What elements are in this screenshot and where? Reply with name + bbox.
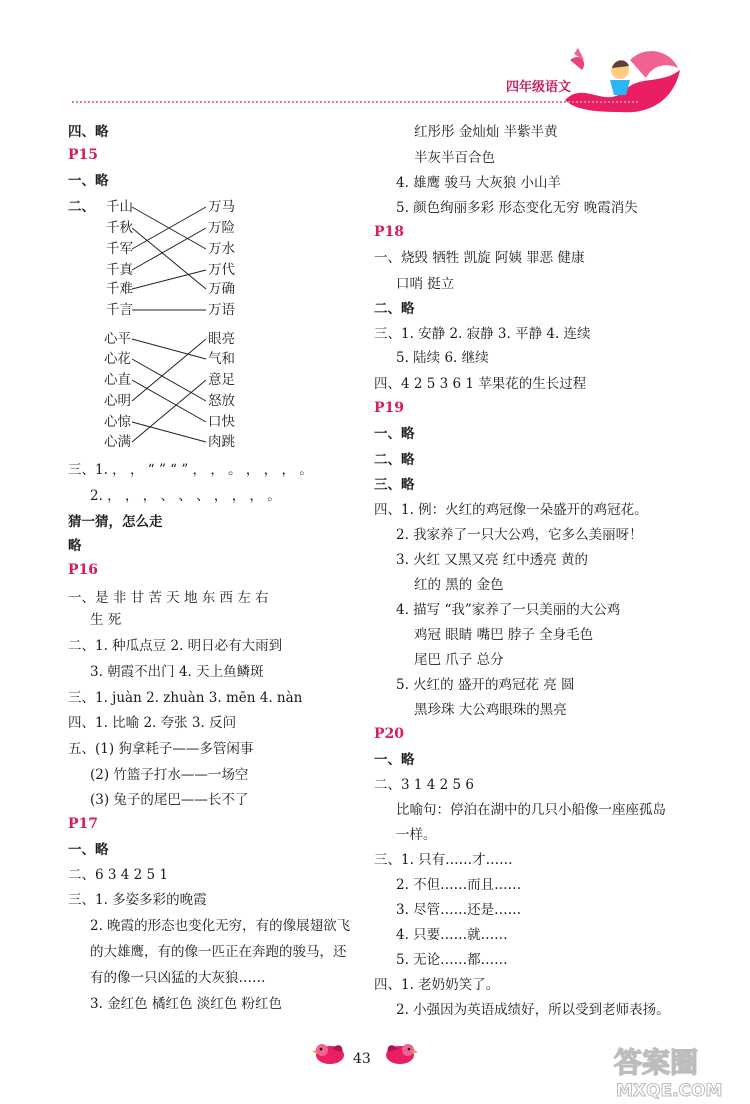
header-wave-logo xyxy=(560,40,690,120)
right-word: 肉跳 xyxy=(208,434,235,450)
r-line4: 5. 颜色绚丽多彩 形态变化无穷 晚霞消失 xyxy=(396,200,638,216)
p20-q2b: 比喻句：停泊在湖中的几只小船像一座座孤岛 xyxy=(396,802,666,818)
r-line3: 4. 雄鹰 骏马 大灰狼 小山羊 xyxy=(396,175,562,191)
page-ref-p15: P15 xyxy=(68,147,99,163)
wan-word: 万水 xyxy=(208,241,235,257)
p16-q2b: 3. 朝霞不出门 4. 天上鱼鳞斑 xyxy=(90,664,264,680)
bird-left-icon xyxy=(312,1040,348,1066)
p20-q3d: 4. 只要……就…… xyxy=(396,927,508,943)
xin-word: 心直 xyxy=(104,372,131,388)
p17-q3d: 有的像一只凶猛的大灰狼…… xyxy=(90,970,266,986)
p16-q5a: 五、(1) 狗拿耗子——多管闲事 xyxy=(68,741,254,757)
p19-q4e: 4. 描写 “我”家养了一只美丽的大公鸡 xyxy=(396,602,621,618)
sec4-line: 四、略 xyxy=(68,124,109,140)
p20-q3b: 2. 不但……而且…… xyxy=(396,877,522,893)
qian-word: 千山 xyxy=(106,199,133,215)
xin-word: 心明 xyxy=(104,393,131,409)
p20-q3c: 3. 尽管……还是…… xyxy=(396,902,522,918)
p19-q2: 二、略 xyxy=(374,452,415,468)
p16-q2a: 二、1. 种瓜点豆 2. 明日必有大雨到 xyxy=(68,638,283,654)
p19-q4a: 四、1. 例：火红的鸡冠像一朵盛开的鸡冠花。 xyxy=(374,502,648,518)
p18-q1b: 口哨 挺立 xyxy=(396,276,455,292)
watermark-line2: MXQE.COM xyxy=(616,1081,723,1101)
p15-q3a: 三、1. ， ， “ ” “ ” ， ， 。 ， ， ， 。 xyxy=(68,462,313,478)
p17-q2: 二、6 3 4 2 5 1 xyxy=(68,867,168,883)
p20-q3e: 5. 无论……都…… xyxy=(396,952,508,968)
p18-q4: 四、4 2 5 3 6 1 苹果花的生长过程 xyxy=(374,376,587,392)
p17-q3e: 3. 金红色 橘红色 淡红色 粉红色 xyxy=(90,996,283,1012)
watermark-line1: 答案圈 xyxy=(614,1046,699,1079)
r-line1: 红彤彤 金灿灿 半紫半黄 xyxy=(414,124,558,140)
p19-q4h: 5. 火红的 盛开的鸡冠花 亮 圆 xyxy=(396,677,575,693)
right-word: 意足 xyxy=(208,372,235,388)
page-ref-p18: P18 xyxy=(374,224,405,240)
guess-title: 猜一猜，怎么走 xyxy=(68,514,163,530)
right-word: 怒放 xyxy=(208,393,235,409)
p19-q4d: 红的 黑的 金色 xyxy=(414,577,504,593)
p16-q3: 三、1. juàn 2. zhuàn 3. mēn 4. nàn xyxy=(68,690,303,706)
p18-q3b: 5. 陆续 6. 继续 xyxy=(396,350,489,366)
page-ref-p17: P17 xyxy=(68,816,99,832)
p19-q4i: 黑珍珠 大公鸡眼珠的黑亮 xyxy=(414,702,567,718)
xin-word: 心惊 xyxy=(104,414,131,430)
wan-word: 万代 xyxy=(208,262,235,278)
p20-q4a: 四、1. 老奶奶笑了。 xyxy=(374,977,500,993)
p16-q5b: (2) 竹篮子打水——一场空 xyxy=(90,767,249,783)
p15-q3b: 2. ， ， ， 、 、 、 ， ， ， 。 xyxy=(90,488,281,504)
right-word: 口快 xyxy=(208,414,235,430)
qian-word: 千军 xyxy=(106,241,133,257)
xin-word: 心满 xyxy=(104,434,131,450)
wan-word: 万语 xyxy=(208,302,235,318)
page-number: 43 xyxy=(353,1051,371,1067)
p15-q1: 一、略 xyxy=(68,173,109,189)
p17-q1: 一、略 xyxy=(68,842,109,858)
p16-q5c: (3) 兔子的尾巴——长不了 xyxy=(90,792,249,808)
p20-q4b: 2. 小强因为英语成绩好，所以受到老师表扬。 xyxy=(396,1002,670,1018)
p18-q2: 二、略 xyxy=(374,301,415,317)
p20-q3a: 三、1. 只有……才…… xyxy=(374,852,513,868)
page-ref-p19: P19 xyxy=(374,400,405,416)
p19-q4g: 尾巴 爪子 总分 xyxy=(414,652,504,668)
qian-word: 千秋 xyxy=(106,220,133,236)
p18-q3a: 三、1. 安静 2. 寂静 3. 平静 4. 连续 xyxy=(374,326,591,342)
matching-lines xyxy=(92,195,282,455)
p20-q1: 一、略 xyxy=(374,752,415,768)
p16-q1a: 一、是 非 甘 苦 天 地 东 西 左 右 xyxy=(68,590,269,606)
wan-word: 万马 xyxy=(208,199,235,215)
p17-q3c: 的大雄鹰，有的像一匹正在奔跑的骏马，还 xyxy=(90,944,347,960)
p19-q4b: 2. 我家养了一只大公鸡，它多么美丽呀！ xyxy=(396,527,643,543)
p19-q4c: 3. 火红 又黑又亮 红中透亮 黄的 xyxy=(396,552,589,568)
p15-q2-label: 二、 xyxy=(68,199,95,215)
qian-word: 千言 xyxy=(106,302,133,318)
p20-q2: 二、3 1 4 2 5 6 xyxy=(374,777,474,793)
xin-word: 心平 xyxy=(104,331,131,347)
p19-q4f: 鸡冠 眼睛 嘴巴 脖子 全身毛色 xyxy=(414,627,594,643)
p18-q1a: 一、烧毁 牺牲 凯旋 阿姨 罪恶 健康 xyxy=(374,250,585,266)
r-line2: 半灰半百合色 xyxy=(414,150,495,166)
guess-answer: 略 xyxy=(68,538,82,554)
right-word: 眼亮 xyxy=(208,331,235,347)
p17-q3b: 2. 晚霞的形态也变化无穷，有的像展翅欲飞 xyxy=(90,918,351,934)
wan-word: 万确 xyxy=(208,281,235,297)
header-divider xyxy=(72,101,638,103)
wan-word: 万险 xyxy=(208,220,235,236)
p19-q1: 一、略 xyxy=(374,426,415,442)
page-ref-p16: P16 xyxy=(68,562,99,578)
qian-word: 千难 xyxy=(106,281,133,297)
qian-word: 千真 xyxy=(106,262,133,278)
page-ref-p20: P20 xyxy=(374,726,405,742)
xin-word: 心花 xyxy=(104,351,131,367)
p16-q1b: 生 死 xyxy=(90,612,122,628)
p16-q4: 四、1. 比喻 2. 夸张 3. 反问 xyxy=(68,715,237,731)
header-title: 四年级语文 xyxy=(506,80,572,95)
watermark-logo xyxy=(610,1040,745,1102)
bird-right-icon xyxy=(382,1040,418,1066)
p20-q2c: 一样。 xyxy=(396,827,437,843)
right-word: 气和 xyxy=(208,351,235,367)
p17-q3a: 三、1. 多姿多彩的晚霞 xyxy=(68,892,207,908)
p19-q3: 三、略 xyxy=(374,477,415,493)
